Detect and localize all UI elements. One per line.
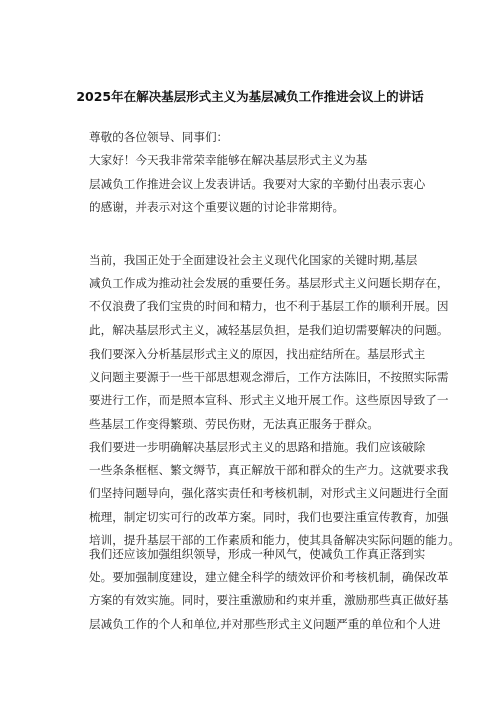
- salutation: [89, 126, 417, 149]
- paragraph-3: [89, 249, 449, 342]
- paragraph-line: 不仅浪费了我们宝贵的时间和精力，也不利于基层工作的顺利开展。因: [89, 299, 449, 314]
- paragraph-line: 处。要加强制度建设，建立健全科学的绩效评价和考核机制，确保改革: [89, 570, 449, 585]
- paragraph-line: 此，解决基层形式主义，减轻基层负担，是我们迫切需要解决的问题。: [89, 322, 449, 337]
- paragraph-line: 们坚持问题导向，强化落实责任和考核机制，对形式主义问题进行全面: [89, 486, 449, 501]
- paragraph-line: 些基层工作变得繁琐、劳民伤财，无法真正服务于群众。: [89, 416, 379, 431]
- paragraph-line: 培训，提升基层干部的工作素质和能力，使其具备解决实际问题的能力。: [89, 532, 461, 547]
- paragraph-line: 的感谢，并表示对这个重要议题的讨论非常期待。: [89, 200, 345, 215]
- paragraph-line: 方案的有效实施。同时，要注重激励和约束并重，激励那些真正做好基: [89, 593, 449, 608]
- paragraph-line: 义问题主要源于一些干部思想观念滞后，工作方法陈旧，不按照实际需: [89, 370, 449, 385]
- paragraph-5: [89, 436, 461, 552]
- paragraph-line: 要进行工作，而是照本宣科、形式主义地开展工作。这些原因导致了一: [89, 393, 449, 408]
- document-title: 2025年在解决基层形式主义为基层减负工作推进会议上的讲话: [76, 89, 424, 104]
- paragraph-4: [89, 343, 449, 436]
- salutation-line: 尊敬的各位领导、同事们：: [89, 130, 229, 144]
- paragraph-1: [89, 149, 417, 172]
- paragraph-line: 当前，我国正处于全面建设社会主义现代化国家的关键时期,基层: [89, 253, 418, 267]
- paragraph-line: 一些条条框框、繁文缛节，真正解放干部和群众的生产力。这就要求我: [89, 463, 449, 478]
- paragraph-line: 层减负工作的个人和单位,并对那些形式主义问题严重的单位和个人进: [89, 616, 441, 631]
- paragraph-2: [89, 173, 426, 219]
- paragraph-line: 我们还应该加强组织领导，形成一种风气，使减负工作真正落到实: [89, 547, 426, 561]
- paragraph-line: 梳理，制定切实可行的改革方案。同时，我们也要注重宣传教育，加强: [89, 509, 449, 524]
- paragraph-line: 减负工作成为推动社会发展的重要任务。基层形式主义问题长期存在，: [89, 276, 449, 291]
- paragraph-line: 我们要进一步明确解决基层形式主义的思路和措施。我们应该破除: [89, 440, 426, 454]
- paragraph-6: [89, 543, 449, 636]
- paragraph-line: 大家好！今天我非常荣幸能够在解决基层形式主义为基: [89, 153, 368, 167]
- paragraph-line: 层减负工作推进会议上发表讲话。我要对大家的辛勤付出表示衷心: [89, 177, 426, 191]
- paragraph-line: 我们要深入分析基层形式主义的原因，找出症结所在。基层形式主: [89, 347, 426, 361]
